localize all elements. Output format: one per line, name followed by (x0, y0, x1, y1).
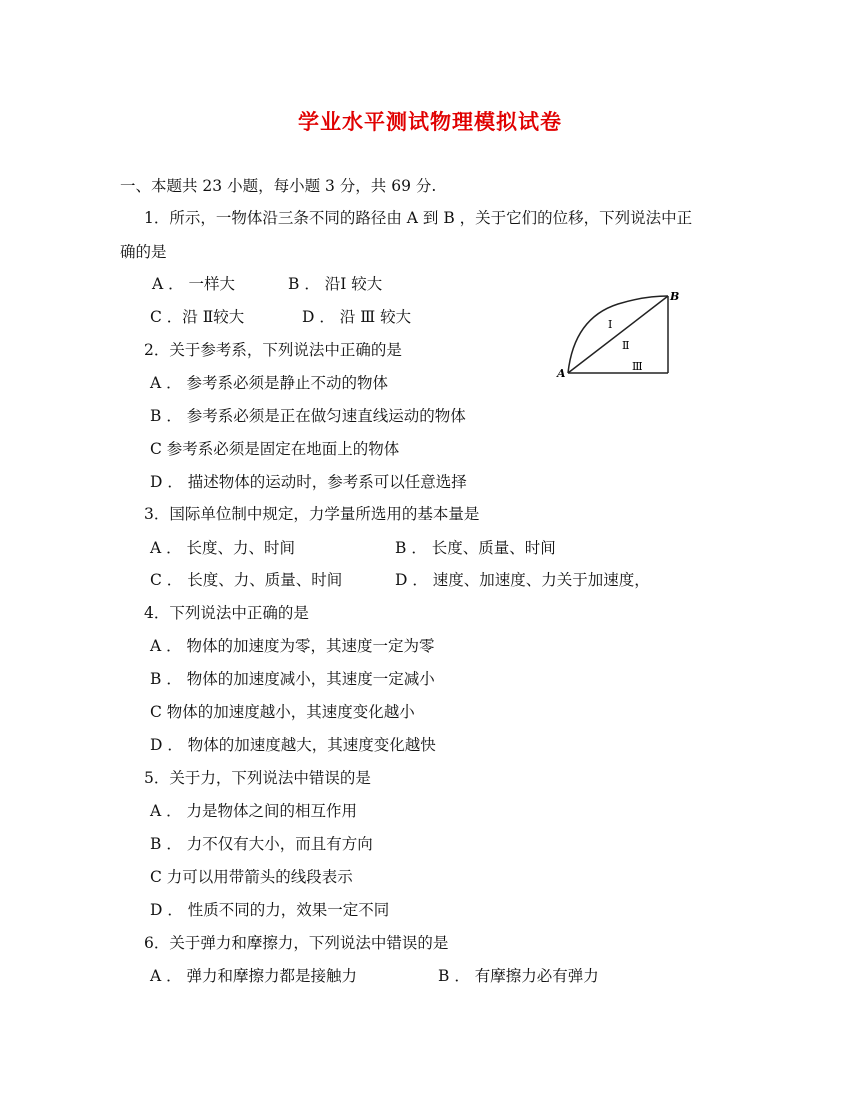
q1-stem-line1: 1．所示，一物体沿三条不同的路径由 A 到 B ，关于它们的位移，下列说法中正 (144, 209, 693, 227)
q3-option-d: D ． 速度、加速度、力关于加速度， (395, 571, 650, 589)
q3-option-c: C ． 长度、力、质量、时间 (150, 571, 343, 589)
page-title: 学业水平测试物理模拟试卷 (298, 109, 562, 134)
label-path-1: Ⅰ (608, 318, 613, 331)
q3-option-b: B ． 长度、质量、时间 (395, 539, 556, 557)
label-path-2: Ⅱ (622, 339, 630, 352)
q4-option-b: B ． 物体的加速度减小，其速度一定减小 (150, 670, 435, 688)
label-a: A (557, 367, 566, 380)
q5-option-b: B ． 力不仅有大小，而且有方向 (150, 835, 373, 853)
q4-stem: 4．下列说法中正确的是 (144, 604, 309, 622)
q5-option-a: A ． 力是物体之间的相互作用 (150, 802, 358, 820)
q2-option-c: C 参考系必须是固定在地面上的物体 (150, 440, 400, 458)
label-path-3: Ⅲ (632, 360, 643, 373)
label-b: B (670, 290, 680, 303)
q4-option-a: A ． 物体的加速度为零，其速度一定为零 (150, 637, 435, 655)
q5-option-c: C 力可以用带箭头的线段表示 (150, 868, 353, 886)
path-2-chord (568, 296, 668, 373)
q5-option-d: D ． 性质不同的力，效果一定不同 (150, 901, 390, 919)
q1-stem-line2: 确的是 (120, 243, 167, 261)
section-header: 一、本题共 23 小题，每小题 3 分，共 69 分. (120, 177, 437, 195)
q2-option-b: B ． 参考系必须是正在做匀速直线运动的物体 (150, 407, 466, 425)
path-diagram (556, 288, 686, 380)
q6-option-a: A ． 弹力和摩擦力都是接触力 (150, 967, 358, 985)
q6-option-b: B ． 有摩擦力必有弹力 (438, 967, 599, 985)
q1-option-d: D ． 沿 Ⅲ 较大 (302, 308, 412, 326)
q6-stem: 6．关于弹力和摩擦力，下列说法中错误的是 (144, 934, 449, 952)
q3-stem: 3．国际单位制中规定，力学量所选用的基本量是 (144, 505, 480, 523)
q4-option-c: C 物体的加速度越小，其速度变化越小 (150, 703, 415, 721)
q1-option-b: B ． 沿Ⅰ 较大 (288, 275, 383, 293)
q5-stem: 5．关于力，下列说法中错误的是 (144, 769, 371, 787)
q1-option-c: C ．沿 Ⅱ较大 (150, 308, 245, 326)
q2-option-d: D ． 描述物体的运动时，参考系可以任意选择 (150, 473, 467, 491)
q4-option-d: D ． 物体的加速度越大，其速度变化越快 (150, 736, 436, 754)
q3-option-a: A ． 长度、力、时间 (150, 539, 296, 557)
q2-stem: 2．关于参考系，下列说法中正确的是 (144, 341, 402, 359)
q2-option-a: A ． 参考系必须是静止不动的物体 (150, 374, 389, 392)
q1-option-a: A ． 一样大 (152, 275, 236, 293)
